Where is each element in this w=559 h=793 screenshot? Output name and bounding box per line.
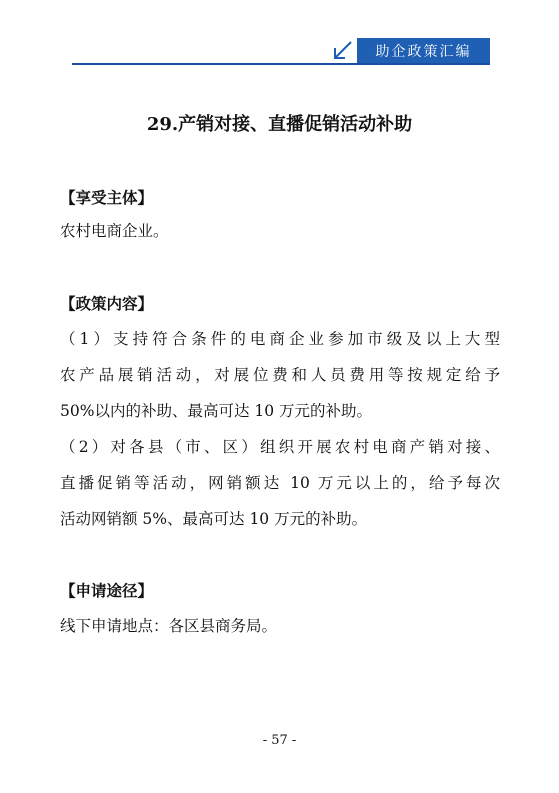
page-number: - 57 - <box>262 733 297 748</box>
page-title: 29.产销对接、直播促销活动补助 <box>146 114 413 135</box>
section-heading-application: 【申请途径】 <box>60 582 154 600</box>
policy-line: 活动网销额 5%、最高可达 10 万元的补助。 <box>60 510 368 528</box>
policy-line: （2）对各县（市、区）组织开展农村电商产销对接、 <box>60 438 500 456</box>
header-badge: 助企政策汇编 <box>357 38 490 63</box>
beneficiary-text: 农村电商企业。 <box>60 222 169 240</box>
policy-line: 农产品展销活动，对展位费和人员费用等按规定给予 <box>60 366 500 384</box>
policy-line: （1）支持符合条件的电商企业参加市级及以上大型 <box>60 330 500 348</box>
policy-line: 直播促销等活动，网销额达 10 万元以上的，给予每次 <box>60 474 500 492</box>
section-heading-policy: 【政策内容】 <box>60 295 154 313</box>
section-heading-beneficiary: 【享受主体】 <box>60 189 154 207</box>
policy-line: 50%以内的补助、最高可达 10 万元的补助。 <box>60 402 373 420</box>
arrow-down-left-icon <box>331 40 353 62</box>
header-rule <box>72 63 490 65</box>
application-text: 线下申请地点：各区县商务局。 <box>60 617 278 635</box>
